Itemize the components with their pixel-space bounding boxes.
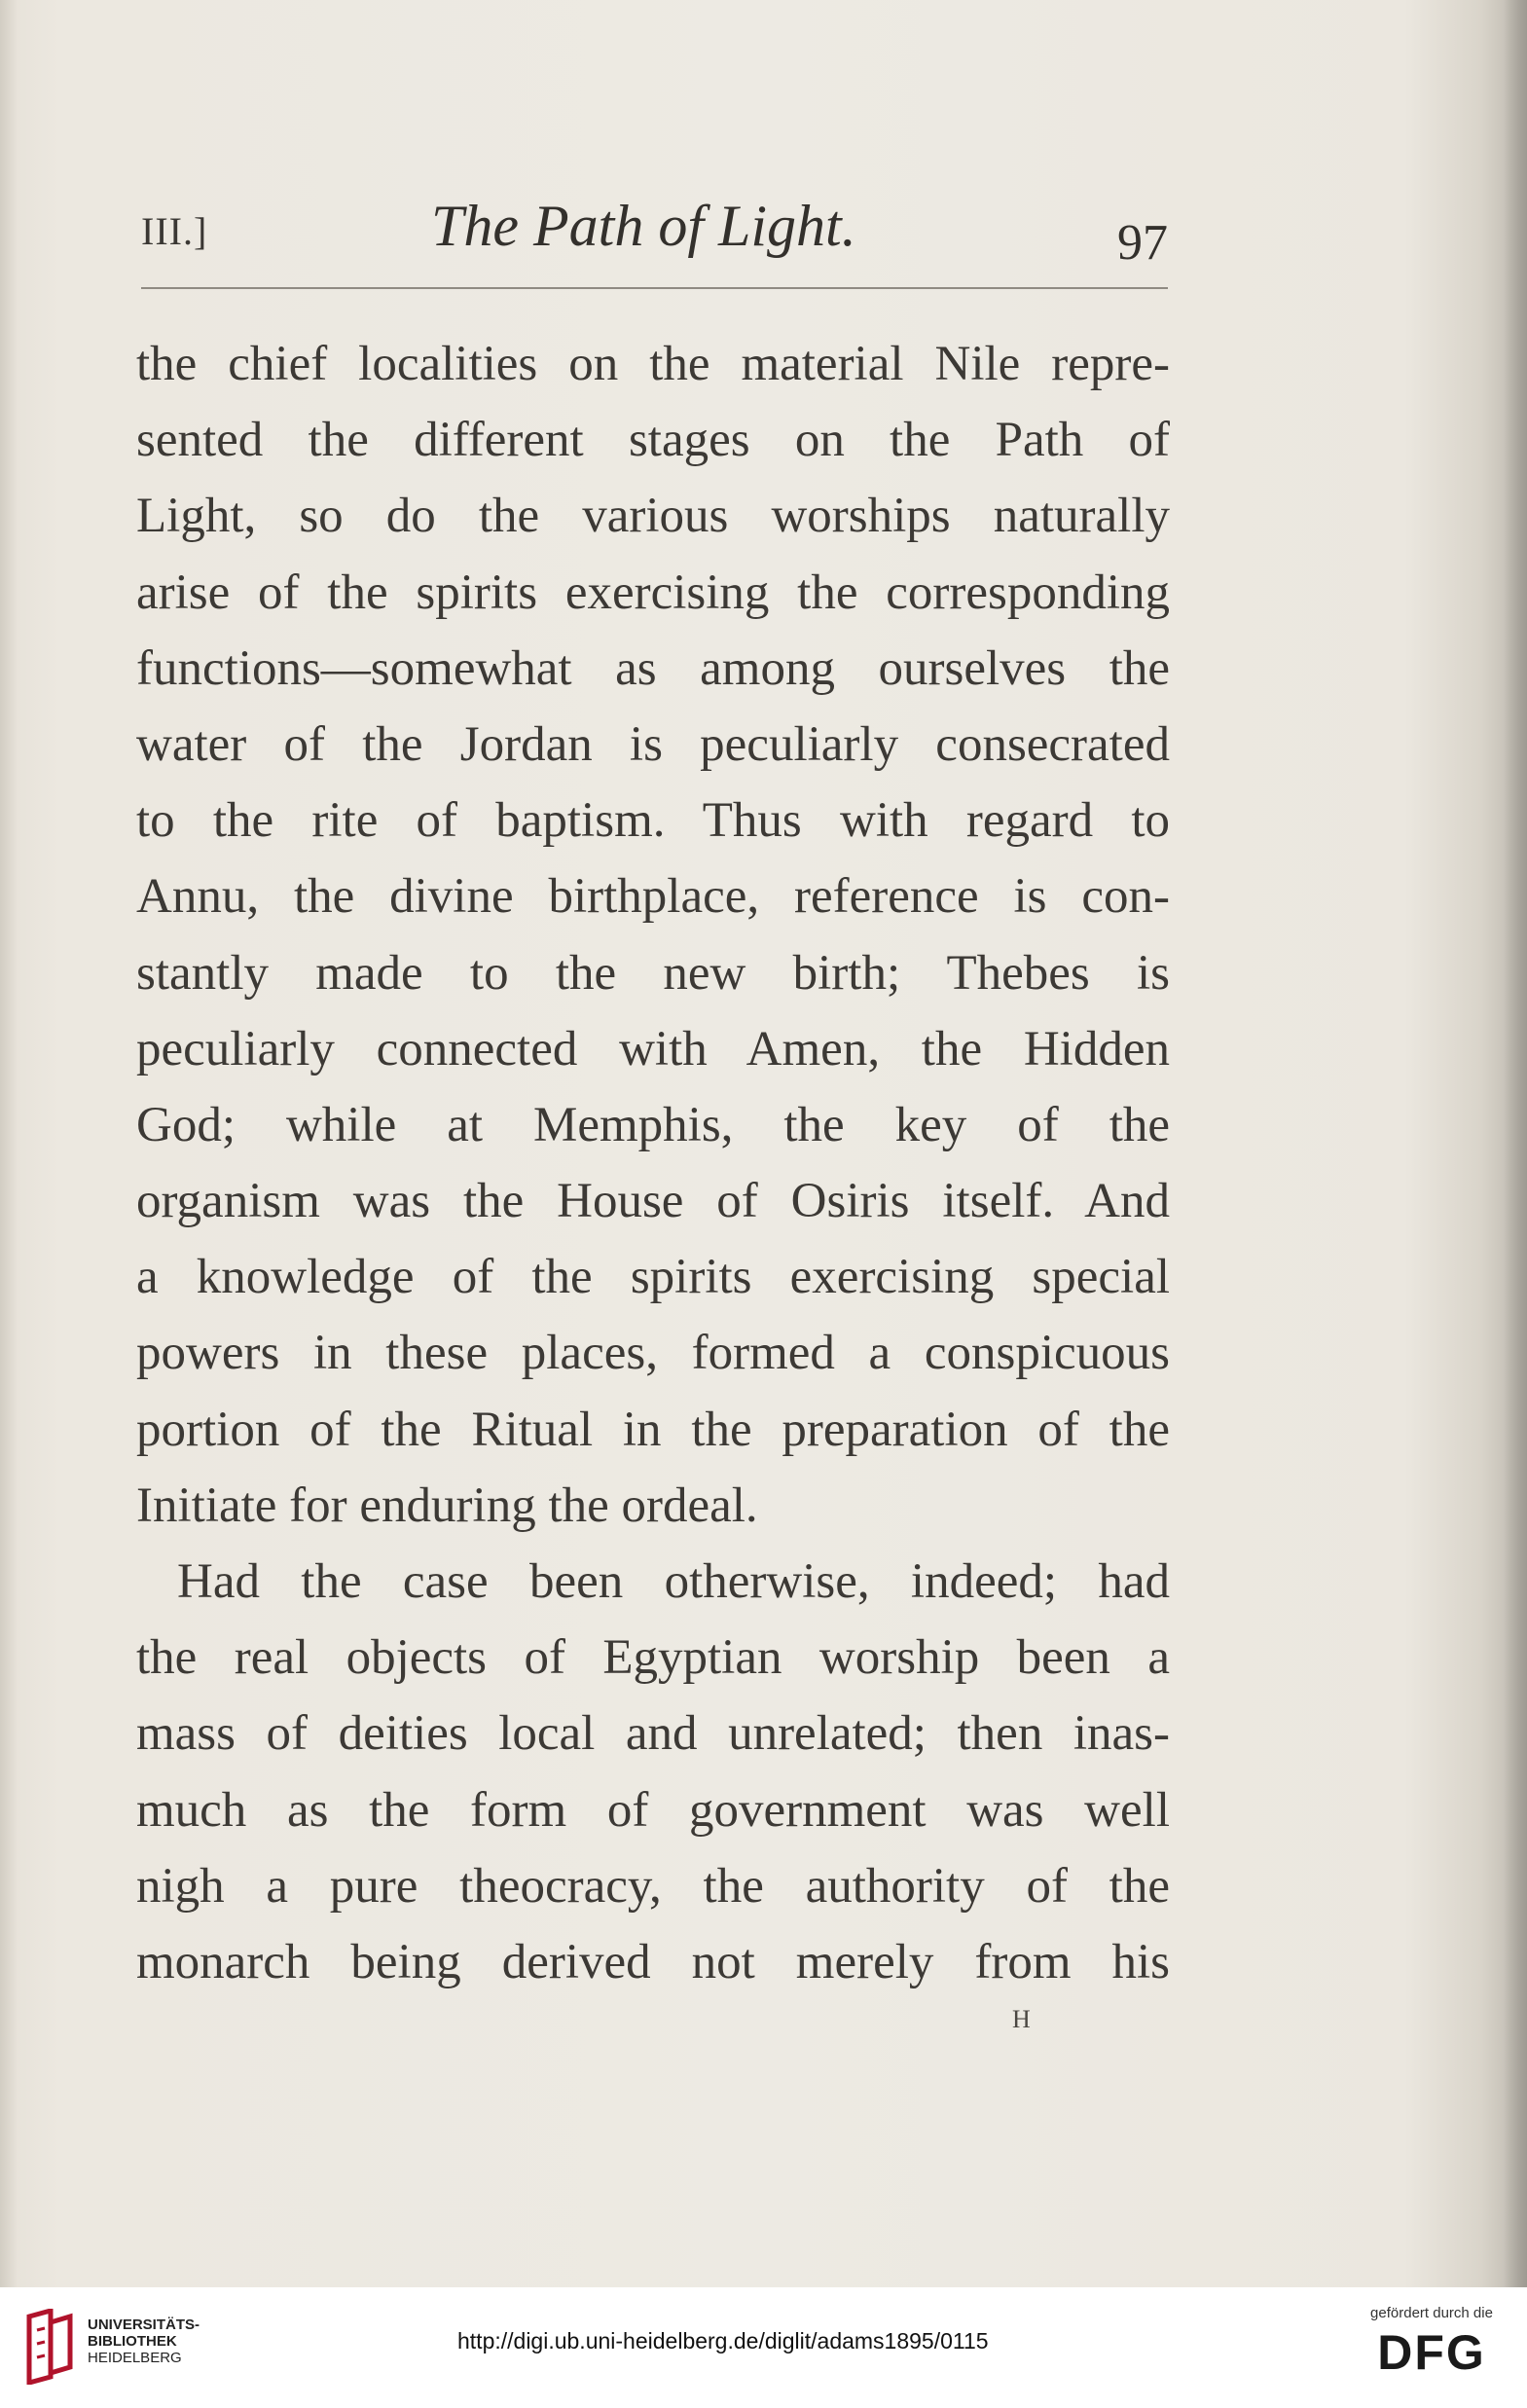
text-line: arise of the spirits exercising the corresponding [136,565,1170,620]
text-line: to the rite of baptism. Thus with regard to [136,793,1170,849]
permalink-url[interactable]: http://digi.ub.uni-heidelberg.de/diglit/adams1895/0115 [457,2328,989,2353]
text-line: the real objects of Egyptian worship been a [136,1630,1170,1686]
text-line: Light, so do the various worships naturally [136,489,1170,544]
signature-mark: H [1012,2005,1032,2033]
text-line: water of the Jordan is peculiarly consecrated [136,716,1170,772]
text-line: mass of deities local and unrelated; then inas- [136,1706,1170,1762]
funding-caption: gefördert durch die [1370,2305,1493,2321]
text-line: sented the different stages on the Path of [136,413,1170,468]
page-gutter-shadow [0,0,18,2287]
text-line: stantly made to the new birth; Thebes is [136,945,1170,1001]
header-rule [141,287,1168,289]
university-library-logo-icon [21,2309,78,2385]
dfg-logo: DFG [1377,2325,1486,2380]
university-library-name [88,2317,200,2366]
text-line: organism was the House of Osiris itself. And [136,1174,1170,1229]
funding-credit [1354,2305,1509,2380]
chapter-number: III.] [141,209,208,253]
running-head [141,191,1168,278]
library-name-line: BIBLIOTHEK [88,2333,177,2350]
text-line: the chief localities on the material Nile repre- [136,337,1170,391]
text-line: functions—somewhat as among ourselves the [136,640,1170,696]
text-line: a knowledge of the spirits exercising special [136,1250,1170,1305]
page-number: 97 [1117,215,1168,271]
text-line: nigh a pure theocracy, the authority of the [136,1858,1170,1914]
body-text [136,326,1170,2000]
text-line: portion of the Ritual in the preparation of the [136,1402,1170,1457]
paragraph-first-line: Had the case been otherwise, indeed; had [177,1554,1170,1609]
text-line: peculiarly connected with Amen, the Hidden [136,1021,1170,1076]
paragraph-end-line: Initiate for enduring the ordeal. [136,1478,758,1533]
page-edge-shadow [1504,0,1527,2287]
text-line: God; while at Memphis, the key of the [136,1097,1170,1152]
running-title: The Path of Light. [431,194,856,258]
digitization-footer [0,2287,1527,2408]
text-line: Annu, the divine birthplace, reference is con- [136,869,1170,925]
library-name-line: UNIVERSITÄTS- [88,2317,200,2333]
text-line: powers in these places, formed a conspicuous [136,1326,1170,1381]
library-name-line: HEIDELBERG [88,2350,182,2366]
text-line: monarch being derived not merely from his [136,1934,1170,1989]
text-line: much as the form of government was well [136,1782,1170,1838]
